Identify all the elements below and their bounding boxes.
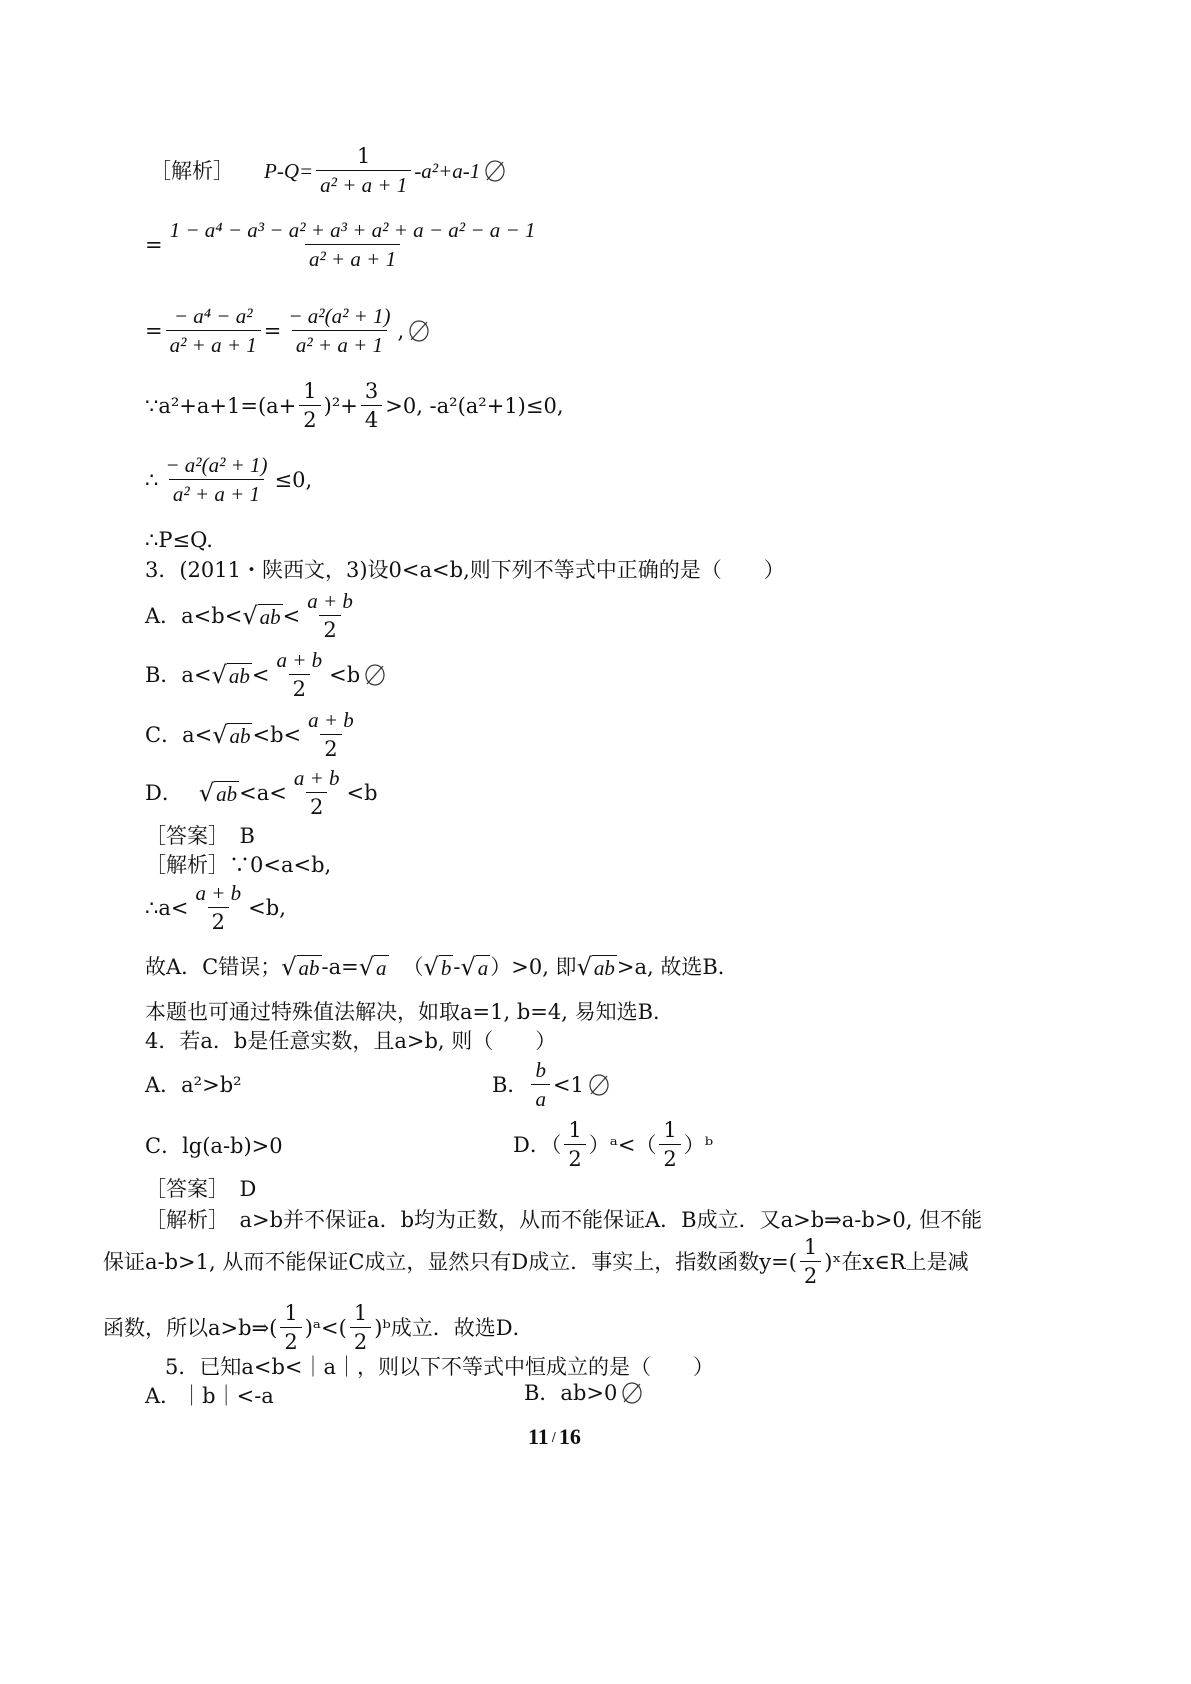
fraction: [304, 710, 358, 760]
fraction: [272, 650, 326, 700]
denominator: 2: [289, 674, 310, 700]
text: 保证a-b>1, 从而不能保证C成立，显然只有D成立．事实上，指数函数y=(: [103, 1249, 797, 1274]
numerator: 1 − a⁴ − a³ − a² + a³ + a² + a − a² − a − 1: [169, 218, 536, 242]
conclusion-line: ∴P≤Q.: [145, 528, 213, 552]
radicand: ab: [228, 664, 250, 688]
text: D．（: [513, 1132, 562, 1157]
text: B．: [492, 1072, 529, 1097]
question-3-stem: 3．(2011・陕西文，3)设0<a<b,则下列不等式中正确的是（ ）: [145, 558, 785, 582]
handwritten-mark-icon: [406, 318, 432, 344]
text: <b: [329, 662, 361, 687]
text: B．ab>0: [524, 1380, 618, 1405]
text: ≤0,: [274, 467, 313, 492]
fraction: [290, 768, 344, 818]
text: -a=: [321, 954, 359, 979]
current-page: 11: [528, 1424, 549, 1449]
denominator: 2: [350, 1327, 371, 1353]
q3-option-c: [145, 710, 361, 760]
denominator: a² + a + 1: [169, 479, 264, 505]
q3-analysis-3: [145, 955, 739, 979]
equation-line-3: = $\frac{\text{− a⁴ − a²}}{\text{a² + a + 1}}$ = $\frac{\text{− a²(a² + 1)}}{\text{a² + a + 1}}$ ,: [145, 306, 432, 356]
fraction: [361, 381, 382, 431]
numerator: 1: [284, 1301, 298, 1325]
sqrt: √ ab: [211, 661, 250, 689]
radicand: ab: [298, 956, 320, 980]
numerator: − a⁴ − a²: [173, 304, 253, 328]
handwritten-mark-icon: [586, 1072, 612, 1098]
denominator: 2: [564, 1144, 585, 1170]
text: >a, 故选B．: [616, 954, 739, 979]
analysis-label: ［解析］: [150, 158, 234, 183]
expr-rest: -a²+a-1: [414, 158, 481, 183]
total-pages: 16: [558, 1424, 581, 1449]
radicand: ab: [229, 724, 251, 748]
q4-analysis-2: [103, 1237, 969, 1287]
text: ）ᵇ: [683, 1132, 714, 1157]
numerator: a + b: [195, 881, 242, 905]
separator: /: [551, 1430, 556, 1444]
denominator: 2: [299, 405, 320, 431]
fraction: [280, 1303, 301, 1353]
q3-option-d: [145, 768, 378, 818]
text: ）>0, 即: [490, 954, 577, 979]
text: <b,: [248, 895, 286, 920]
fraction: [299, 381, 320, 431]
numerator: − a²(a² + 1): [288, 304, 391, 328]
numerator: 1: [303, 379, 317, 403]
denominator: 2: [280, 1327, 301, 1353]
numerator: 1: [568, 1118, 582, 1142]
numerator: b: [535, 1058, 546, 1082]
denominator: 2: [800, 1261, 821, 1287]
fraction: [350, 1303, 371, 1353]
denominator: 2: [320, 734, 341, 760]
sqrt: √ ab: [281, 953, 320, 981]
text: <1: [552, 1072, 584, 1097]
fraction: [284, 306, 394, 356]
expr-lhs: P-Q=: [264, 158, 314, 183]
q3-analysis-1: ［解析］∵0<a<b,: [145, 853, 332, 877]
numerator: a + b: [308, 708, 354, 732]
text: A．a<b<: [145, 603, 243, 628]
radicand: b: [440, 956, 452, 980]
numerator: 3: [364, 379, 379, 403]
fraction: [161, 455, 271, 505]
denominator: a² + a + 1: [316, 170, 411, 196]
analysis-line-1: [150, 146, 508, 196]
page-number: [528, 1426, 581, 1448]
q4-option-a: A．a²>b²: [145, 1073, 242, 1097]
text: （: [402, 954, 424, 979]
text: )ᵇ成立．故选D．: [374, 1315, 534, 1340]
radicand: a: [477, 956, 489, 980]
sqrt: √ ab: [576, 953, 615, 981]
because-line: [145, 381, 564, 431]
text: ∴a<: [145, 895, 189, 920]
text: B．a<: [145, 662, 212, 687]
q3-option-b: B．a< √ ab < $\frac{a + b}{2}$ <b: [145, 650, 388, 700]
text: D．: [145, 780, 183, 805]
text: <b: [346, 780, 378, 805]
fraction: [191, 883, 245, 933]
fraction: [659, 1120, 680, 1170]
q3-analysis-2: [145, 883, 286, 933]
q4-answer: ［答案］ D: [145, 1177, 257, 1201]
sqrt: √ a: [460, 953, 489, 981]
text: <a<: [239, 780, 287, 805]
radicand: ab: [593, 956, 615, 980]
fraction: [531, 1060, 550, 1110]
text: -: [453, 954, 461, 979]
text: 函数，所以a>b⇒(: [103, 1315, 278, 1340]
therefore-line: ∴ $\frac{\text{− a²(a² + 1)}}{\text{a² + a + 1}}$ ≤0,: [145, 453, 313, 506]
text: ）ᵃ<（: [588, 1132, 657, 1157]
sqrt: √ a: [358, 953, 387, 981]
sqrt: √ b: [423, 953, 452, 981]
handwritten-mark-icon: [482, 158, 508, 184]
sqrt: √ ab: [212, 721, 251, 749]
q4-analysis-3: [103, 1303, 534, 1353]
text: 故A．C错误；: [145, 954, 282, 979]
fraction: [303, 591, 357, 641]
sqrt: √ ab: [242, 602, 281, 630]
text: )²+: [323, 393, 358, 418]
q5-option-a: A．｜b｜<-a: [145, 1384, 274, 1408]
numerator: 1: [353, 1301, 368, 1325]
radicand: ab: [216, 782, 238, 806]
sqrt: √ ab: [198, 779, 238, 807]
numerator: a + b: [307, 589, 353, 613]
denominator: 2: [319, 615, 340, 641]
q4-option-d: [513, 1120, 713, 1170]
equation-line-2: = $\frac{\text{1 − a⁴ − a³ − a² + a³ + a² + a − a² − a − 1}}{\text{a² + a + 1}}$: [145, 220, 542, 270]
numerator: − a²(a² + 1): [165, 453, 268, 477]
handwritten-mark-icon: [362, 662, 388, 688]
fraction: [800, 1237, 821, 1287]
denominator: a² + a + 1: [292, 330, 387, 356]
q4-option-c: C．lg(a-b)>0: [145, 1134, 283, 1158]
q4-analysis-1: ［解析］ a>b并不保证a．b均为正数，从而不能保证A．B成立．又a>b⇒a-b>0, 但不能: [145, 1208, 983, 1232]
q4-option-b: [492, 1060, 612, 1110]
numerator: 1: [357, 144, 371, 168]
numerator: 1: [663, 1118, 677, 1142]
radicand: ab: [259, 605, 281, 629]
handwritten-mark-icon: [619, 1380, 645, 1406]
question-4-stem: 4．若a．b是任意实数，且a>b, 则（ ）: [145, 1029, 557, 1053]
text: <b<: [252, 722, 302, 747]
denominator: 2: [208, 907, 229, 933]
fraction: [316, 146, 411, 196]
q3-analysis-4: 本题也可通过特殊值法解决，如取a=1, b=4, 易知选B．: [145, 1000, 675, 1024]
numerator: 1: [803, 1235, 818, 1259]
denominator: a: [531, 1084, 550, 1110]
text: C．a<: [145, 722, 213, 747]
fraction: [564, 1120, 585, 1170]
q5-option-b: [524, 1380, 645, 1406]
denominator: 2: [659, 1144, 680, 1170]
question-5-stem: 5．已知a<b<｜a｜，则以下不等式中恒成立的是（ ）: [165, 1355, 715, 1379]
q3-answer: ［答案］ B: [145, 824, 255, 848]
text: >0, -a²(a²+1)≤0,: [385, 393, 564, 418]
denominator: 2: [306, 792, 327, 818]
text: )ˣ在x∈R上是减: [824, 1249, 969, 1274]
denominator: 4: [361, 405, 382, 431]
text: )ᵃ<(: [304, 1315, 347, 1340]
fraction: [166, 220, 540, 270]
text: ∵a²+a+1=(a+: [145, 393, 297, 418]
numerator: a + b: [276, 648, 323, 672]
numerator: a + b: [293, 766, 340, 790]
denominator: a² + a + 1: [305, 244, 400, 270]
fraction: [166, 306, 261, 356]
denominator: a² + a + 1: [166, 330, 261, 356]
radicand: a: [376, 956, 387, 980]
q3-option-a: A．a<b< √ ab < $\frac{a + b}{2}$: [145, 591, 360, 641]
